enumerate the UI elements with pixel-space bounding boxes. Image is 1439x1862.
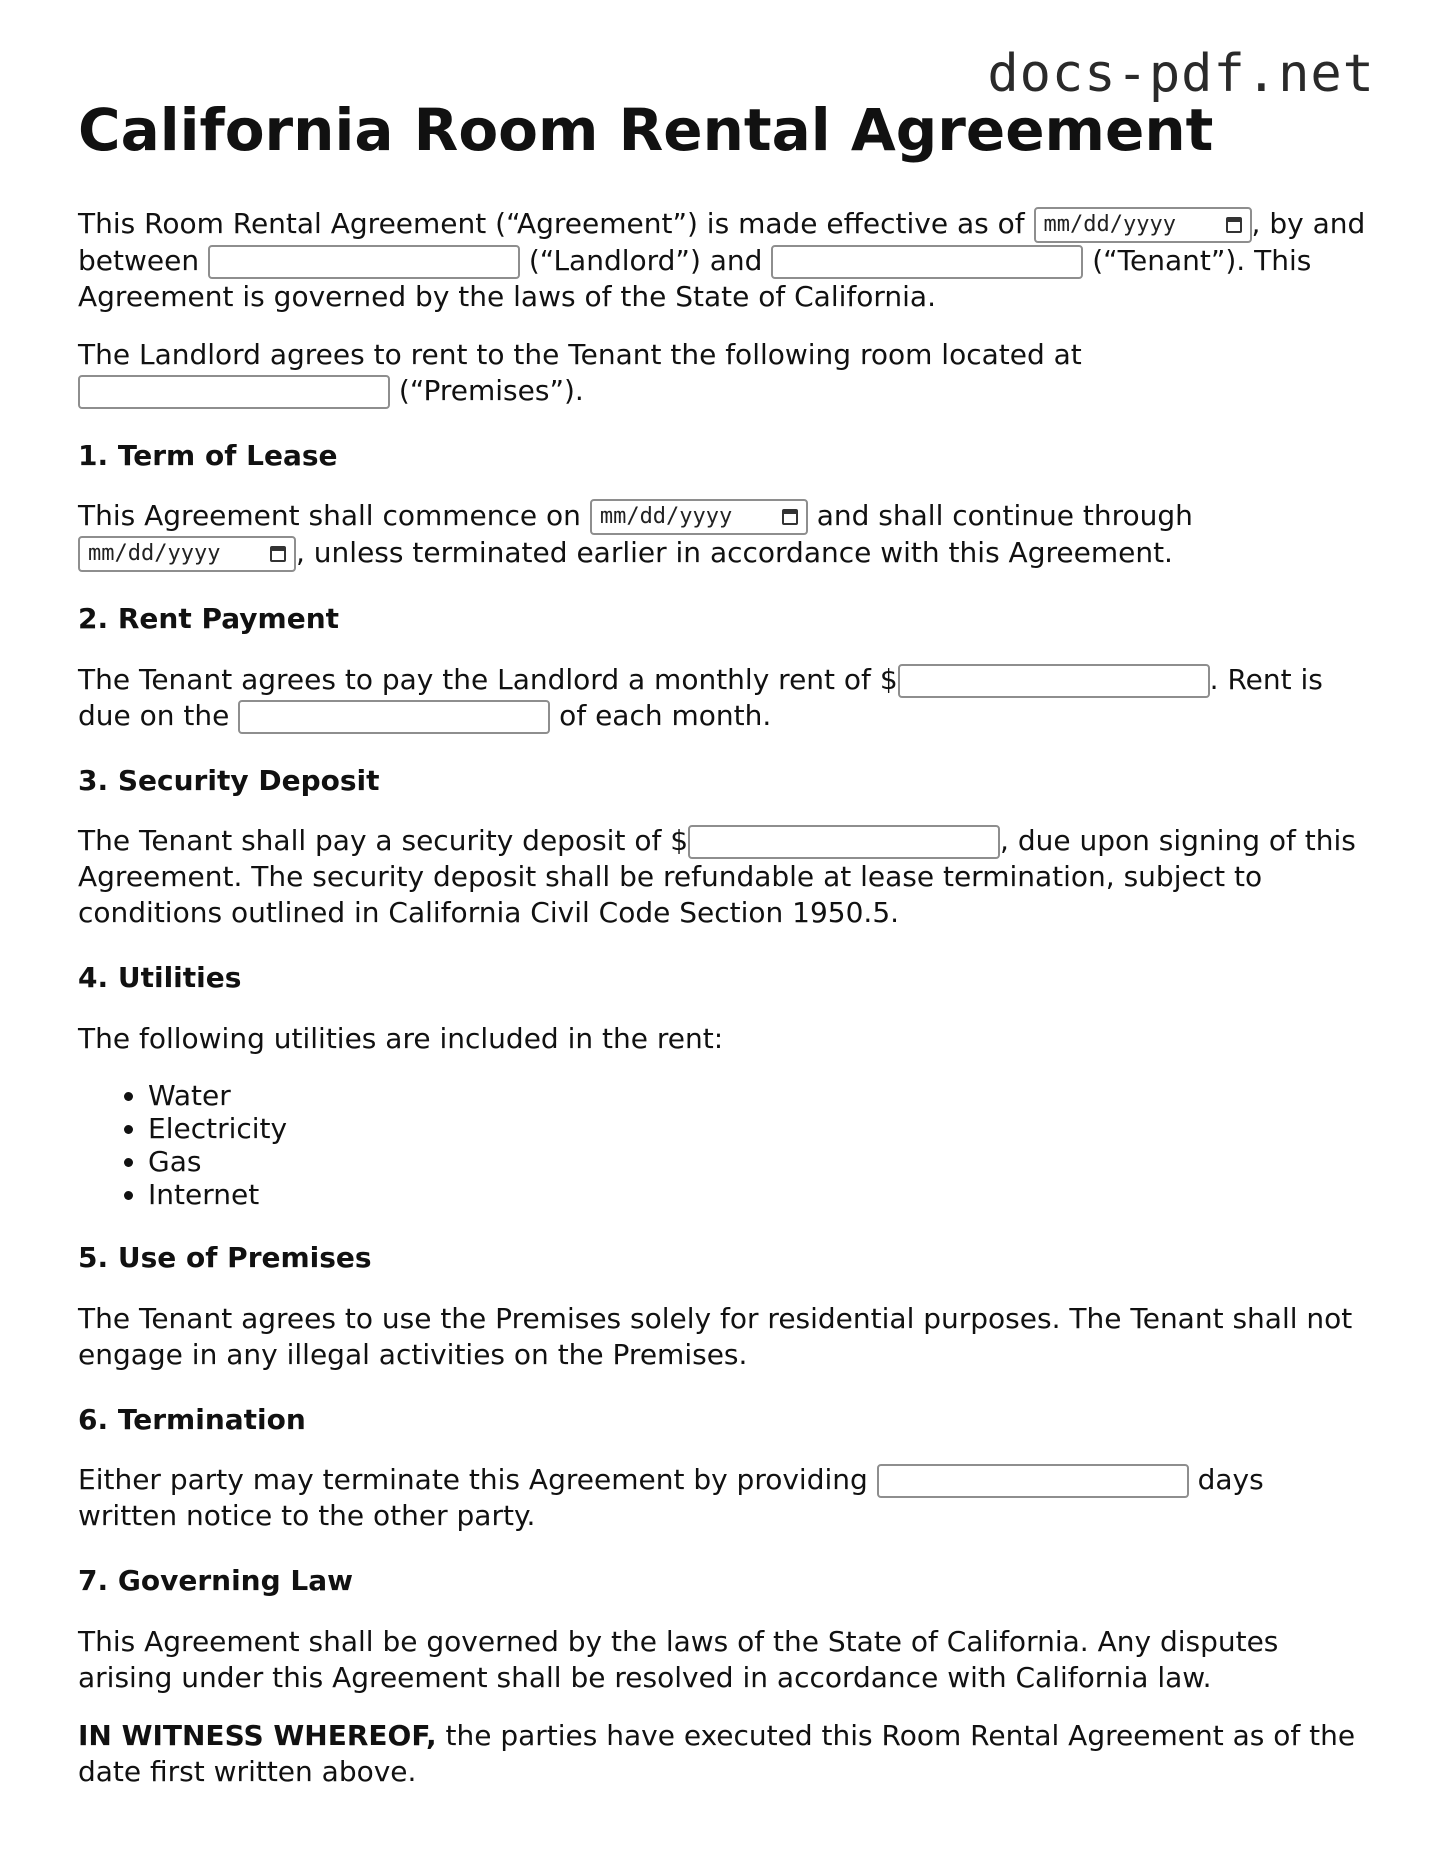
intro-text-2: , by and between bbox=[78, 206, 1366, 277]
calendar-icon[interactable] bbox=[1226, 217, 1242, 233]
intro-text-4: (“Tenant”). This Agreement is governed by the laws of the State of California. bbox=[78, 243, 1312, 313]
date-placeholder: mm/dd/yyyy bbox=[1043, 211, 1176, 237]
deposit-text-2: , due upon signing of this Agreement. The security deposit shall be refundable at lease termination, subject to conditions outlined in California Civil Code Section 1950.5. bbox=[78, 824, 1356, 930]
use-paragraph: The Tenant agrees to use the Premises solely for residential purposes. The Tenant shall not engage in any illegal activities on the Premises. bbox=[78, 1301, 1353, 1371]
premises-paragraph bbox=[78, 337, 1368, 409]
intro-text-1: This Room Rental Agreement (“Agreement”) is made effective as of bbox=[78, 206, 1034, 240]
calendar-icon[interactable] bbox=[782, 509, 798, 525]
monthly-rent-field[interactable] bbox=[898, 664, 1210, 698]
notice-days-field[interactable] bbox=[877, 1464, 1189, 1498]
end-date-input[interactable] bbox=[78, 536, 296, 572]
rent-paragraph bbox=[78, 662, 1368, 734]
term-text-3: , unless terminated earlier in accordance with this Agreement. bbox=[296, 536, 1173, 570]
section-heading-rent: 2. Rent Payment bbox=[78, 602, 340, 636]
termination-text-1: Either party may terminate this Agreement by providing bbox=[78, 1463, 877, 1497]
term-paragraph bbox=[78, 498, 1368, 572]
intro-paragraph bbox=[78, 206, 1368, 315]
landlord-name-field[interactable] bbox=[208, 245, 520, 279]
section-heading-termination: 6. Termination bbox=[78, 1402, 306, 1436]
witness-text: the parties have executed this Room Rental Agreement as of the date first written above. bbox=[78, 1718, 1356, 1788]
intro-text-3: (“Landlord”) and bbox=[519, 243, 772, 277]
deposit-text-1: The Tenant shall pay a security deposit of $ bbox=[78, 824, 689, 858]
section-heading-use: 5. Use of Premises bbox=[78, 1240, 372, 1274]
date-placeholder: mm/dd/yyyy bbox=[599, 504, 733, 530]
termination-paragraph bbox=[78, 1462, 1368, 1534]
section-heading-utilities: 4. Utilities bbox=[78, 961, 242, 995]
deposit-paragraph bbox=[78, 823, 1368, 931]
premises-text-1: The Landlord agrees to rent to the Tenant the following room located at bbox=[78, 337, 1082, 371]
premises-text-2: (“Premises”). bbox=[390, 373, 584, 407]
security-deposit-field[interactable] bbox=[688, 825, 1000, 859]
tenant-name-field[interactable] bbox=[771, 245, 1083, 279]
rent-text-1: The Tenant agrees to pay the Landlord a monthly rent of $ bbox=[78, 662, 898, 696]
watermark: docs-pdf.net bbox=[987, 44, 1375, 104]
date-placeholder: mm/dd/yyyy bbox=[88, 541, 221, 567]
premises-address-field[interactable] bbox=[78, 375, 390, 409]
calendar-icon[interactable] bbox=[270, 546, 286, 562]
section-heading-governing-law: 7. Governing Law bbox=[78, 1564, 353, 1598]
rent-due-day-field[interactable] bbox=[238, 700, 550, 734]
utilities-paragraph: The following utilities are included in the rent: bbox=[78, 1021, 724, 1055]
start-date-input[interactable] bbox=[590, 499, 808, 535]
list-item: • Electricity bbox=[148, 1112, 1368, 1145]
term-text-1: This Agreement shall commence on bbox=[78, 499, 590, 533]
witness-paragraph bbox=[78, 1718, 1368, 1790]
section-heading-term: 1. Term of Lease bbox=[78, 438, 338, 472]
section-heading-deposit: 3. Security Deposit bbox=[78, 763, 380, 797]
rent-text-3: of each month. bbox=[550, 698, 772, 732]
witness-bold: IN WITNESS WHEREOF, bbox=[78, 1718, 437, 1752]
governing-law-paragraph: This Agreement shall be governed by the laws of the State of California. Any disputes arising under this Agreement shall be resolved in accordance with California law. bbox=[78, 1624, 1279, 1694]
utilities-list bbox=[78, 1079, 1368, 1211]
rent-text-2: . Rent is due on the bbox=[78, 662, 1323, 732]
list-item: • Internet bbox=[148, 1178, 1368, 1211]
term-text-2: and shall continue through bbox=[807, 499, 1193, 533]
list-item: • Water bbox=[148, 1079, 1368, 1112]
document-title: California Room Rental Agreement bbox=[78, 96, 1214, 164]
document-page bbox=[78, 96, 1368, 1812]
termination-text-2: days written notice to the other party. bbox=[78, 1463, 1264, 1533]
effective-date-input[interactable] bbox=[1034, 207, 1252, 243]
list-item: • Gas bbox=[148, 1145, 1368, 1178]
